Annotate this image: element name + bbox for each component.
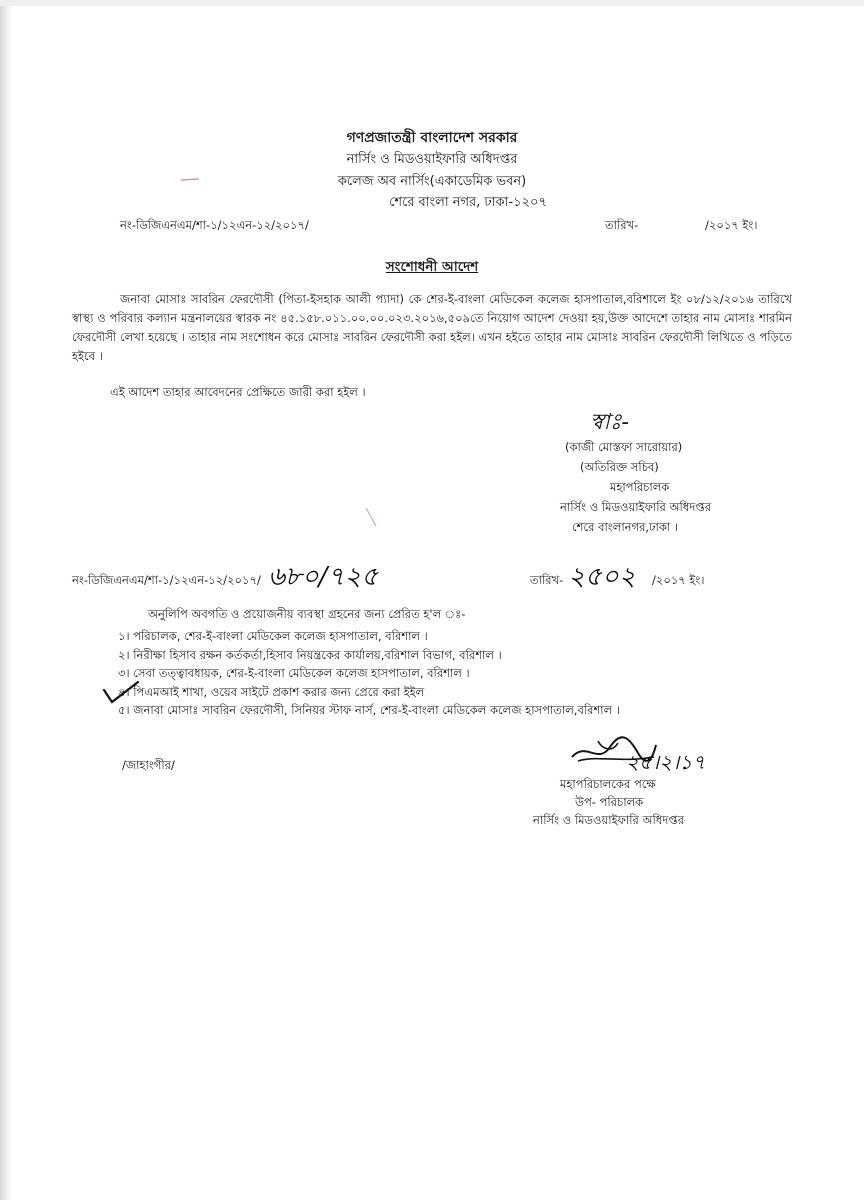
header-address: শেরে বাংলা নগর, ঢাকা-১২০৭ xyxy=(389,195,547,210)
footer-office: নার্সিং ও মিডওয়াইফারি অধিদপ্তর xyxy=(533,813,685,827)
copy-list-item: ১। পরিচালক, শের-ই-বাংলা মেডিকেল কলেজ হাসপাতাল, বরিশাল । xyxy=(118,629,428,643)
header-directorate: নার্সিং ও মিডওয়াইফারি অধিদপ্তর xyxy=(346,152,518,167)
signatory-rank: (অতিরিক্ত সচিব) xyxy=(580,460,659,474)
memo2-date-suffix: /২০১৭ ইং। xyxy=(652,573,705,587)
memo-date-label: তারিখ- xyxy=(605,218,639,232)
memo2-number: নং-ডিজিএনএম/শা-১/১২এন-১২/২০১৭/ xyxy=(72,573,261,587)
copy-list-item: ৫। জনাবা মোসাঃ সাবরিন ফেরদৌসী, সিনিয়র স্টাফ নার্স, শের-ই-বাংলা মেডিকেল কলেজ হাসপাতাল,বরিশাল । xyxy=(118,703,620,717)
signatory-title: মহাপরিচালক xyxy=(610,480,670,494)
memo-number: নং-ডিজিএনএম/শা-১/১২এন-১২/২০১৭/ xyxy=(120,218,309,232)
header-college: কলেজ অব নার্সিং(একাডেমিক ভবন) xyxy=(337,174,527,189)
memo2-handwritten-number: ৬৮০/৭২৫ xyxy=(268,562,379,592)
scan-smudge xyxy=(180,176,200,184)
order-issue-note: এই আদেশ তাহার আবেদনের প্রেক্ষিতে জারী করা হইল । xyxy=(110,385,366,399)
signatory-office: নার্সিং ও মিডওয়াইফারি অধিদপ্তর xyxy=(560,500,712,514)
memo2-handwritten-date: ২৫০২ xyxy=(568,562,636,592)
copy-list-item: ৩। সেবা তত্ত্বাবধায়ক, শের-ই-বাংলা মেডিকেল কলেজ হাসপাতাল, বরিশাল । xyxy=(118,666,470,680)
signatory-place: শেরে বাংলানগর,ঢাকা । xyxy=(572,520,679,534)
order-body-paragraph: জনাবা মোসাঃ সাবরিন ফেরদৌসী (পিতা-ইসহাক আলী প্যাদা) কে শের-ই-বাংলা মেডিকেল কলেজ হাসপাতাল,বরিশালে ইং ০৮/১২/২০১৬ তারিখে স্বাস্থ্য ও পরিবার কল্যান মন্ত্রনালয়ের স্বারক নং ৪৫.১৫৮.০১১.০০.০০.০২৩.২০১৬,৫০৯তে নিয়োগ আদেশ দেওয়া হয়,উক্ত আদেশে তাহার নাম মোসাঃ শারমিন ফেরদৌসী লেখা হয়েছে । তাহার নাম সংশোধন করে মোসাঃ সাবরিন ফেরদৌসী করা হইল। এখন হইতে তাহার নাম মোসাঃ সাবরিন ফেরদৌসী লিখিতে ও পড়িতে হইবে । xyxy=(72,292,792,363)
footer-initials: /জাহাংগীর/ xyxy=(122,758,175,772)
scan-smudge xyxy=(364,506,380,528)
copy-intro: অনুলিপি অবগতি ও প্রয়োজনীয় ব্যবস্থা গ্রহনের জন্য প্রেরিত হ'ল ঃ- xyxy=(148,607,466,621)
copy-list xyxy=(118,627,620,720)
header-government: গণপ্রজাতন্ত্রী বাংলাদেশ সরকার xyxy=(346,130,518,146)
footer-on-behalf: মহাপরিচালকের পক্ষে xyxy=(560,777,656,791)
copy-list-item: ৪। পিএমআই শাখা, ওয়েব সাইটে প্রকাশ করার জন্য প্রেরে করা ইইল xyxy=(118,684,425,699)
order-title: সংশোধনী আদেশ xyxy=(385,259,479,275)
footer-sign-date: ২৫।২।১৭ xyxy=(626,750,706,774)
footer-designation: উপ- পরিচালক xyxy=(575,795,644,809)
signatory-name: (কাজী মোস্তফা সারোয়ার) xyxy=(565,440,683,454)
memo-date-value: /২০১৭ ইং। xyxy=(705,218,758,232)
check-mark-icon xyxy=(102,680,142,706)
memo2-date-label: তারিখ- xyxy=(530,573,564,587)
scan-edge-top xyxy=(0,0,864,6)
signatory-initial: স্বাঃ- xyxy=(590,410,629,435)
copy-list-item: ২। নিরীক্ষা হিসাব রক্ষন কর্তকর্তা,হিসাব নিয়ন্ত্রকের কার্যালয়,বরিশাল বিভাগ, বরিশাল । xyxy=(118,647,502,662)
